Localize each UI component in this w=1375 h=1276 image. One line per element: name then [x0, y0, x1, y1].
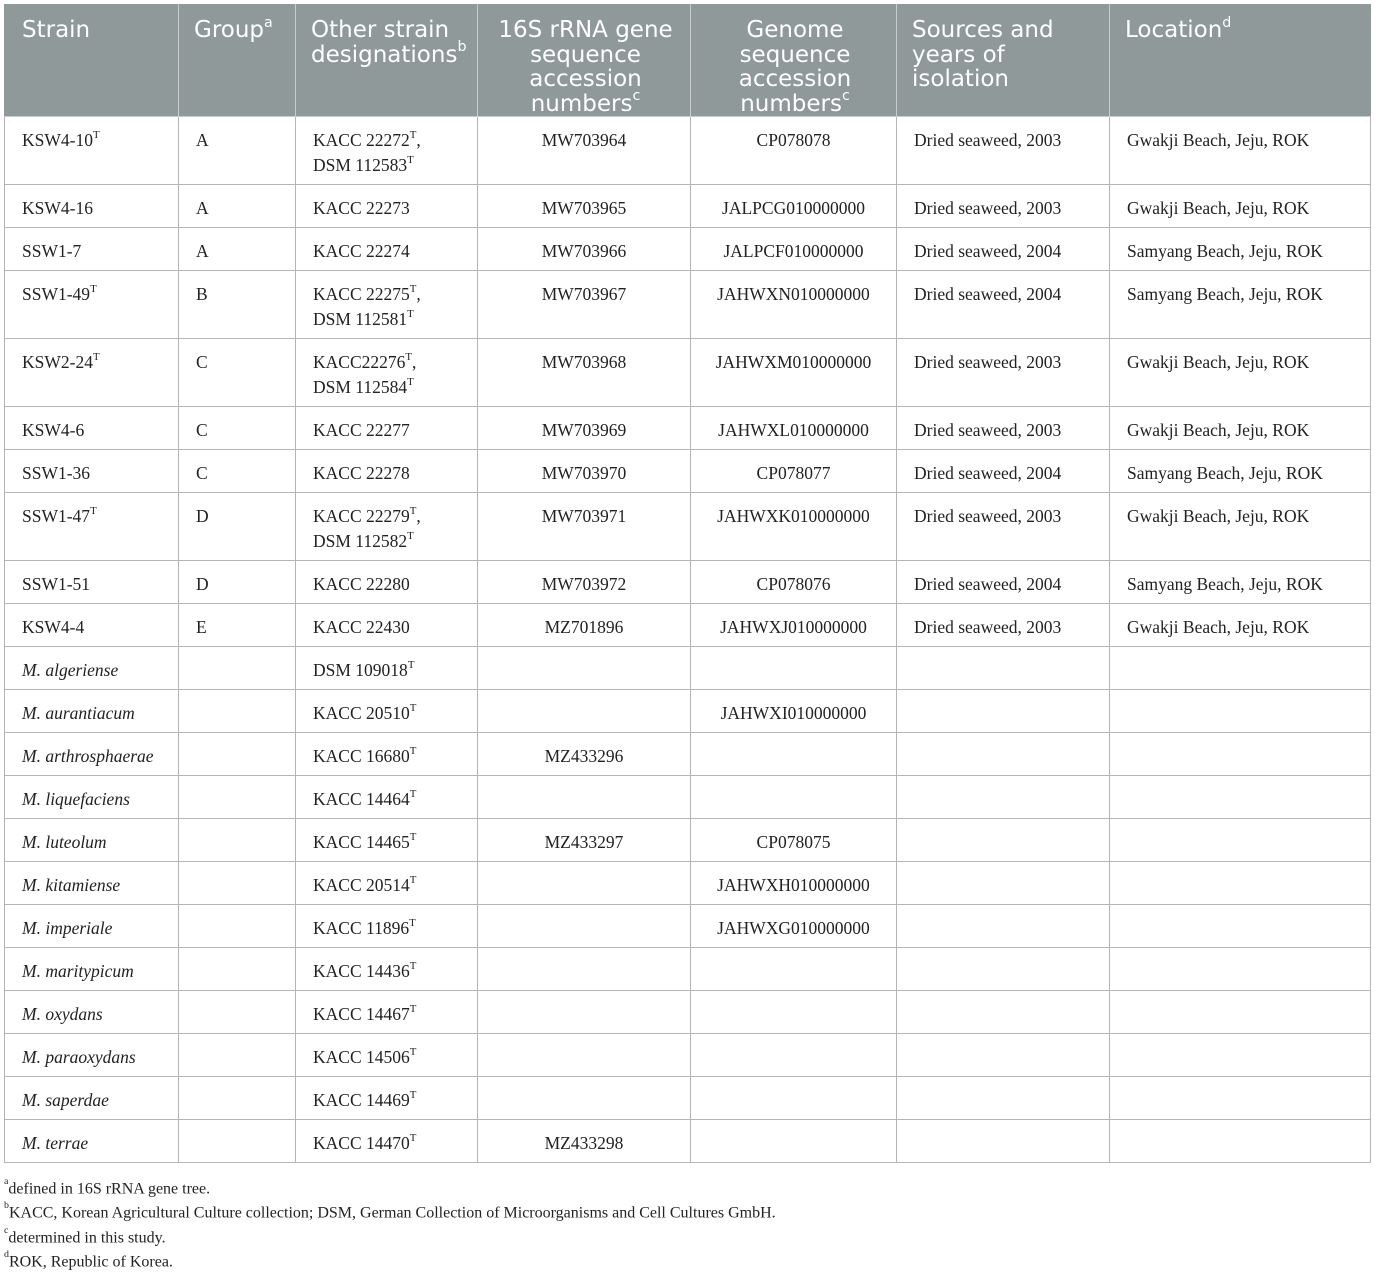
cell-location: [1110, 493, 1371, 561]
strain-name: M. saperdae: [22, 1090, 109, 1110]
cell-genome-accession: [691, 561, 897, 604]
designation-primary: KACC 14436: [313, 961, 410, 981]
designation-primary: KACC 14464: [313, 789, 410, 809]
rrna-accession: MW703968: [541, 352, 627, 372]
strain-name: M. imperiale: [22, 918, 113, 938]
strain-name: M. luteolum: [22, 832, 107, 852]
group-value: A: [196, 198, 209, 218]
cell-group: [179, 733, 296, 776]
designation-separator: ,: [412, 352, 417, 372]
header-other-designations: Other strain designations$^b$: [296, 4, 478, 117]
footnote-c: $^c$determined in this study.: [4, 1224, 166, 1247]
designation-secondary: DSM 112584: [313, 377, 408, 397]
source-value: Dried seaweed, 2003: [914, 617, 1062, 637]
cell-group: [179, 185, 296, 228]
strain-name: SSW1-36: [22, 463, 91, 483]
cell-strain: [5, 862, 179, 905]
cell-location: [1110, 948, 1371, 991]
cell-designations: KACC $22275^T$, DSM $112581^T$: [296, 271, 478, 339]
designation-primary: KACC 22430: [313, 617, 410, 637]
designation-primary: KACC 20514: [313, 875, 410, 895]
cell-source: [897, 1034, 1110, 1077]
cell-group: [179, 905, 296, 948]
cell-strain: [5, 776, 179, 819]
genome-accession: CP078077: [756, 463, 831, 483]
group-value: A: [196, 130, 209, 150]
cell-designations: DSM $109018^T$: [296, 647, 478, 690]
cell-designations: [296, 450, 478, 493]
genome-accession: CP078078: [756, 130, 831, 150]
rrna-accession: MW703965: [541, 198, 627, 218]
cell-genome-accession: [691, 776, 897, 819]
genome-accession: JAHWXM010000000: [715, 352, 872, 372]
designation-primary: KACC 14470: [313, 1133, 410, 1153]
group-value: A: [196, 241, 209, 261]
cell-group: [179, 862, 296, 905]
cell-16s-accession: [478, 690, 691, 733]
cell-location: [1110, 604, 1371, 647]
cell-location: [1110, 1034, 1371, 1077]
cell-source: [897, 1077, 1110, 1120]
cell-group: [179, 228, 296, 271]
strain-name: M. paraoxydans: [22, 1047, 136, 1067]
header-16s-accession: 16S rRNA gene sequence accession numbers$^c$: [478, 4, 691, 117]
table-row: [5, 1120, 1371, 1163]
table-header-row: [5, 4, 1371, 117]
cell-strain: $SSW1-47^T$: [5, 493, 179, 561]
cell-location: [1110, 185, 1371, 228]
strain-name: SSW1-7: [22, 241, 82, 261]
footnote-d: $^d$ROK, Republic of Korea.: [4, 1248, 173, 1271]
designation-primary: KACC 22279: [313, 506, 410, 526]
cell-16s-accession: [478, 271, 691, 339]
cell-16s-accession: [478, 776, 691, 819]
cell-strain: [5, 185, 179, 228]
source-value: Dried seaweed, 2003: [914, 198, 1062, 218]
designation-secondary: DSM 112581: [313, 309, 408, 329]
rrna-accession: MW703964: [541, 130, 627, 150]
cell-16s-accession: [478, 733, 691, 776]
cell-source: [897, 185, 1110, 228]
cell-genome-accession: [691, 185, 897, 228]
header-group: Group$^a$: [179, 4, 296, 117]
cell-genome-accession: [691, 493, 897, 561]
cell-strain: [5, 604, 179, 647]
cell-location: [1110, 1120, 1371, 1163]
cell-16s-accession: [478, 117, 691, 185]
cell-source: [897, 1120, 1110, 1163]
rrna-accession: MZ701896: [544, 617, 624, 637]
rrna-accession: MZ433298: [544, 1133, 624, 1153]
location-value: Gwakji Beach, Jeju, ROK: [1127, 198, 1310, 218]
cell-source: [897, 948, 1110, 991]
source-value: Dried seaweed, 2004: [914, 463, 1062, 483]
cell-16s-accession: [478, 1120, 691, 1163]
cell-designations: KACC $14465^T$: [296, 819, 478, 862]
location-value: Samyang Beach, Jeju, ROK: [1127, 241, 1323, 261]
cell-genome-accession: [691, 271, 897, 339]
cell-designations: KACC $14464^T$: [296, 776, 478, 819]
group-value: C: [196, 463, 208, 483]
cell-16s-accession: [478, 1077, 691, 1120]
cell-source: [897, 407, 1110, 450]
table-row: [5, 604, 1371, 647]
cell-designations: KACC $14470^T$: [296, 1120, 478, 1163]
designation-primary: KACC22276: [313, 352, 406, 372]
cell-source: [897, 271, 1110, 339]
cell-group: [179, 690, 296, 733]
designation-primary: KACC 11896: [313, 918, 410, 938]
cell-location: [1110, 271, 1371, 339]
designation-primary: KACC 22273: [313, 198, 410, 218]
cell-16s-accession: [478, 407, 691, 450]
cell-genome-accession: [691, 339, 897, 407]
cell-16s-accession: [478, 1034, 691, 1077]
cell-strain: [5, 647, 179, 690]
cell-genome-accession: [691, 407, 897, 450]
genome-accession: JAHWXJ010000000: [720, 617, 867, 637]
cell-group: [179, 1120, 296, 1163]
strain-name: M. maritypicum: [22, 961, 134, 981]
source-value: Dried seaweed, 2004: [914, 284, 1062, 304]
cell-strain: [5, 905, 179, 948]
cell-source: [897, 228, 1110, 271]
group-value: E: [196, 617, 207, 637]
table-row: [5, 905, 1371, 948]
rrna-accession: MW703972: [541, 574, 627, 594]
designation-separator: ,: [416, 130, 421, 150]
cell-source: [897, 690, 1110, 733]
cell-group: [179, 819, 296, 862]
cell-designations: KACC $11896^T$: [296, 905, 478, 948]
header-location: Location$^d$: [1110, 4, 1371, 117]
cell-strain: [5, 690, 179, 733]
location-value: Gwakji Beach, Jeju, ROK: [1127, 420, 1310, 440]
designation-primary: KACC 22278: [313, 463, 410, 483]
cell-strain: [5, 1034, 179, 1077]
cell-designations: KACC $22272^T$, DSM $112583^T$: [296, 117, 478, 185]
cell-genome-accession: [691, 1077, 897, 1120]
group-value: C: [196, 352, 208, 372]
location-value: Gwakji Beach, Jeju, ROK: [1127, 352, 1310, 372]
cell-strain: [5, 1120, 179, 1163]
designation-separator: ,: [416, 284, 421, 304]
strain-table: [4, 4, 1371, 1163]
cell-source: [897, 561, 1110, 604]
cell-designations: [296, 604, 478, 647]
cell-group: [179, 339, 296, 407]
source-value: Dried seaweed, 2003: [914, 130, 1062, 150]
designation-primary: KACC 14506: [313, 1047, 410, 1067]
strain-name: SSW1-51: [22, 574, 91, 594]
cell-location: [1110, 407, 1371, 450]
designation-primary: KACC 22274: [313, 241, 410, 261]
cell-source: [897, 450, 1110, 493]
cell-strain: [5, 733, 179, 776]
cell-16s-accession: [478, 991, 691, 1034]
location-value: Gwakji Beach, Jeju, ROK: [1127, 506, 1310, 526]
cell-genome-accession: [691, 819, 897, 862]
table-row: [5, 185, 1371, 228]
cell-location: [1110, 862, 1371, 905]
source-value: Dried seaweed, 2004: [914, 574, 1062, 594]
cell-group: [179, 604, 296, 647]
cell-location: [1110, 1077, 1371, 1120]
cell-genome-accession: [691, 948, 897, 991]
cell-designations: [296, 185, 478, 228]
strain-name: M. liquefaciens: [22, 789, 130, 809]
table-row: [5, 776, 1371, 819]
cell-location: [1110, 776, 1371, 819]
cell-group: [179, 1077, 296, 1120]
cell-group: [179, 493, 296, 561]
table-row: [5, 991, 1371, 1034]
cell-location: [1110, 647, 1371, 690]
genome-accession: CP078075: [756, 832, 831, 852]
strain-name: SSW1-49: [22, 284, 91, 304]
cell-genome-accession: [691, 647, 897, 690]
rrna-accession: MZ433296: [544, 746, 624, 766]
table-row: [5, 493, 1371, 561]
cell-strain: [5, 991, 179, 1034]
designation-primary: KACC 14469: [313, 1090, 410, 1110]
designation-primary: KACC 16680: [313, 746, 410, 766]
source-value: Dried seaweed, 2003: [914, 506, 1062, 526]
cell-strain: [5, 948, 179, 991]
cell-strain: $SSW1-49^T$: [5, 271, 179, 339]
cell-genome-accession: [691, 862, 897, 905]
strain-name: M. kitamiense: [22, 875, 121, 895]
strain-name: M. arthrosphaerae: [22, 746, 154, 766]
cell-source: [897, 776, 1110, 819]
designation-primary: KACC 14465: [313, 832, 410, 852]
genome-accession: CP078076: [756, 574, 831, 594]
genome-accession: JAHWXG010000000: [717, 918, 870, 938]
cell-16s-accession: [478, 905, 691, 948]
table-row: [5, 339, 1371, 407]
cell-designations: KACC $20510^T$: [296, 690, 478, 733]
cell-location: [1110, 561, 1371, 604]
cell-16s-accession: [478, 561, 691, 604]
cell-source: [897, 647, 1110, 690]
group-value: D: [196, 506, 209, 526]
rrna-accession: MW703967: [541, 284, 627, 304]
genome-accession: JAHWXK010000000: [717, 506, 870, 526]
cell-strain: [5, 1077, 179, 1120]
table-row: [5, 407, 1371, 450]
cell-genome-accession: [691, 604, 897, 647]
group-value: C: [196, 420, 208, 440]
cell-source: [897, 339, 1110, 407]
cell-designations: KACC $22279^T$, DSM $112582^T$: [296, 493, 478, 561]
cell-16s-accession: [478, 450, 691, 493]
strain-name: M. algeriense: [22, 660, 119, 680]
cell-source: [897, 862, 1110, 905]
designation-secondary: DSM 112582: [313, 531, 408, 551]
table-row: [5, 117, 1371, 185]
location-value: Samyang Beach, Jeju, ROK: [1127, 463, 1323, 483]
designation-primary: KACC 22280: [313, 574, 410, 594]
cell-16s-accession: [478, 948, 691, 991]
cell-16s-accession: [478, 604, 691, 647]
cell-group: [179, 647, 296, 690]
cell-16s-accession: [478, 647, 691, 690]
cell-designations: KACC $14467^T$: [296, 991, 478, 1034]
genome-accession: JAHWXH010000000: [717, 875, 870, 895]
cell-designations: KACC $14436^T$: [296, 948, 478, 991]
cell-genome-accession: [691, 450, 897, 493]
cell-location: [1110, 733, 1371, 776]
designation-primary: KACC 14467: [313, 1004, 410, 1024]
location-value: Samyang Beach, Jeju, ROK: [1127, 574, 1323, 594]
strain-name: M. aurantiacum: [22, 703, 135, 723]
group-value: B: [196, 284, 208, 304]
cell-strain: [5, 407, 179, 450]
cell-source: [897, 819, 1110, 862]
source-value: Dried seaweed, 2004: [914, 241, 1062, 261]
strain-name: M. oxydans: [22, 1004, 103, 1024]
strain-name: M. terrae: [22, 1133, 89, 1153]
cell-16s-accession: [478, 228, 691, 271]
group-value: D: [196, 574, 209, 594]
rrna-accession: MW703969: [541, 420, 627, 440]
header-sources-years: Sources and years of isolation: [897, 4, 1110, 117]
cell-group: [179, 407, 296, 450]
table-row: [5, 561, 1371, 604]
cell-source: [897, 493, 1110, 561]
cell-group: [179, 776, 296, 819]
cell-source: [897, 117, 1110, 185]
strain-name: KSW4-6: [22, 420, 85, 440]
strain-name: SSW1-47: [22, 506, 91, 526]
cell-16s-accession: [478, 339, 691, 407]
location-value: Gwakji Beach, Jeju, ROK: [1127, 617, 1310, 637]
cell-genome-accession: [691, 228, 897, 271]
header-strain: Strain: [5, 4, 179, 117]
cell-designations: [296, 228, 478, 271]
designation-separator: ,: [416, 506, 421, 526]
table-row: [5, 228, 1371, 271]
cell-location: [1110, 339, 1371, 407]
footnote-b: $^b$KACC, Korean Agricultural Culture collection; DSM, German Collection of Microorganisms and Cell Cultures GmbH.: [4, 1199, 776, 1222]
cell-location: [1110, 450, 1371, 493]
cell-16s-accession: [478, 819, 691, 862]
designation-primary: KACC 22277: [313, 420, 410, 440]
location-value: Gwakji Beach, Jeju, ROK: [1127, 130, 1310, 150]
cell-location: [1110, 228, 1371, 271]
cell-genome-accession: [691, 1120, 897, 1163]
cell-location: [1110, 819, 1371, 862]
cell-genome-accession: [691, 733, 897, 776]
cell-group: [179, 1034, 296, 1077]
table-row: [5, 690, 1371, 733]
cell-source: [897, 604, 1110, 647]
genome-accession: JAHWXN010000000: [717, 284, 870, 304]
cell-location: [1110, 690, 1371, 733]
cell-designations: [296, 561, 478, 604]
cell-designations: $KACC22276^T$, DSM $112584^T$: [296, 339, 478, 407]
designation-primary: DSM 109018: [313, 660, 408, 680]
designation-primary: KACC 22275: [313, 284, 410, 304]
cell-strain: [5, 819, 179, 862]
cell-designations: KACC $14469^T$: [296, 1077, 478, 1120]
table-row: [5, 450, 1371, 493]
strain-name: KSW4-4: [22, 617, 85, 637]
genome-accession: JALPCG010000000: [722, 198, 865, 218]
cell-source: [897, 905, 1110, 948]
table-row: [5, 271, 1371, 339]
genome-accession: JALPCF010000000: [723, 241, 864, 261]
source-value: Dried seaweed, 2003: [914, 352, 1062, 372]
strain-name: KSW4-16: [22, 198, 93, 218]
cell-group: [179, 271, 296, 339]
cell-location: [1110, 117, 1371, 185]
cell-strain: $KSW2-24^T$: [5, 339, 179, 407]
cell-strain: [5, 450, 179, 493]
strain-name: KSW4-10: [22, 130, 93, 150]
table-row: [5, 647, 1371, 690]
table-row: [5, 1077, 1371, 1120]
cell-genome-accession: [691, 690, 897, 733]
cell-group: [179, 948, 296, 991]
source-value: Dried seaweed, 2003: [914, 420, 1062, 440]
table-row: [5, 733, 1371, 776]
cell-16s-accession: [478, 493, 691, 561]
cell-designations: KACC $20514^T$: [296, 862, 478, 905]
header-genome-accession: Genome sequence accession numbers$^c$: [691, 4, 897, 117]
rrna-accession: MZ433297: [544, 832, 624, 852]
cell-group: [179, 450, 296, 493]
table-row: [5, 1034, 1371, 1077]
cell-group: [179, 117, 296, 185]
cell-strain: [5, 228, 179, 271]
cell-location: [1110, 905, 1371, 948]
cell-group: [179, 561, 296, 604]
designation-primary: KACC 22272: [313, 130, 410, 150]
cell-genome-accession: [691, 117, 897, 185]
cell-source: [897, 733, 1110, 776]
table-row: [5, 819, 1371, 862]
cell-designations: KACC $14506^T$: [296, 1034, 478, 1077]
rrna-accession: MW703971: [541, 506, 627, 526]
designation-primary: KACC 20510: [313, 703, 410, 723]
rrna-accession: MW703966: [541, 241, 627, 261]
strain-table-container: [4, 4, 1370, 1163]
cell-genome-accession: [691, 905, 897, 948]
cell-genome-accession: [691, 1034, 897, 1077]
cell-16s-accession: [478, 185, 691, 228]
cell-designations: [296, 407, 478, 450]
cell-strain: $KSW4-10^T$: [5, 117, 179, 185]
genome-accession: JAHWXL010000000: [718, 420, 869, 440]
table-row: [5, 948, 1371, 991]
rrna-accession: MW703970: [541, 463, 627, 483]
footnote-a: $^a$defined in 16S rRNA gene tree.: [4, 1175, 211, 1198]
cell-16s-accession: [478, 862, 691, 905]
cell-designations: KACC $16680^T$: [296, 733, 478, 776]
strain-name: KSW2-24: [22, 352, 93, 372]
cell-source: [897, 991, 1110, 1034]
genome-accession: JAHWXI010000000: [720, 703, 867, 723]
cell-location: [1110, 991, 1371, 1034]
cell-group: [179, 991, 296, 1034]
designation-secondary: DSM 112583: [313, 155, 408, 175]
cell-genome-accession: [691, 991, 897, 1034]
table-row: [5, 862, 1371, 905]
location-value: Samyang Beach, Jeju, ROK: [1127, 284, 1323, 304]
cell-strain: [5, 561, 179, 604]
